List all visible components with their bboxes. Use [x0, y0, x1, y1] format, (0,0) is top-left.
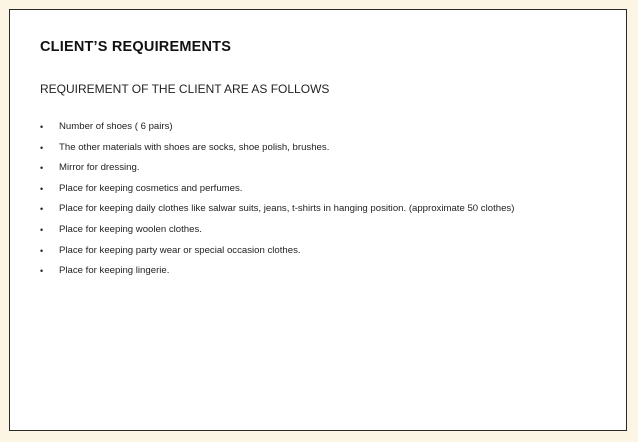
requirement-item	[38, 201, 514, 222]
slide	[9, 9, 627, 431]
requirement-item	[38, 119, 514, 140]
requirement-text: Number of shoes ( 6 pairs)	[59, 121, 173, 132]
requirement-item	[38, 140, 514, 161]
requirement-text: Place for keeping daily clothes like salwar suits, jeans, t-shirts in hanging position. (approximate 50 clothes)	[59, 203, 515, 215]
bullet-icon: •	[40, 245, 44, 256]
slide-title: CLIENT’S REQUIREMENTS	[40, 39, 232, 55]
requirement-text: Place for keeping woolen clothes.	[59, 223, 202, 235]
bullet-icon: •	[40, 204, 44, 215]
requirement-text: Place for keeping party wear or special occasion clothes.	[59, 244, 301, 256]
requirement-text: Place for keeping cosmetics and perfumes.	[59, 182, 243, 194]
requirement-text: Mirror for dressing.	[59, 162, 140, 174]
bullet-icon: •	[40, 183, 44, 194]
requirement-item	[38, 243, 514, 264]
bullet-icon: •	[40, 122, 44, 132]
requirement-item	[38, 263, 514, 284]
bullet-icon: •	[40, 266, 44, 277]
requirement-item	[38, 181, 514, 202]
requirement-text: Place for keeping lingerie.	[59, 265, 170, 277]
bullet-icon: •	[40, 224, 44, 235]
requirement-text: The other materials with shoes are socks, shoe polish, brushes.	[59, 141, 330, 153]
bullet-icon: •	[40, 163, 44, 174]
bullet-icon: •	[40, 142, 44, 153]
slide-subtitle: REQUIREMENT OF THE CLIENT ARE AS FOLLOWS	[40, 82, 330, 96]
requirement-item	[38, 222, 514, 243]
requirement-item	[38, 160, 514, 181]
requirements-list	[38, 119, 514, 284]
